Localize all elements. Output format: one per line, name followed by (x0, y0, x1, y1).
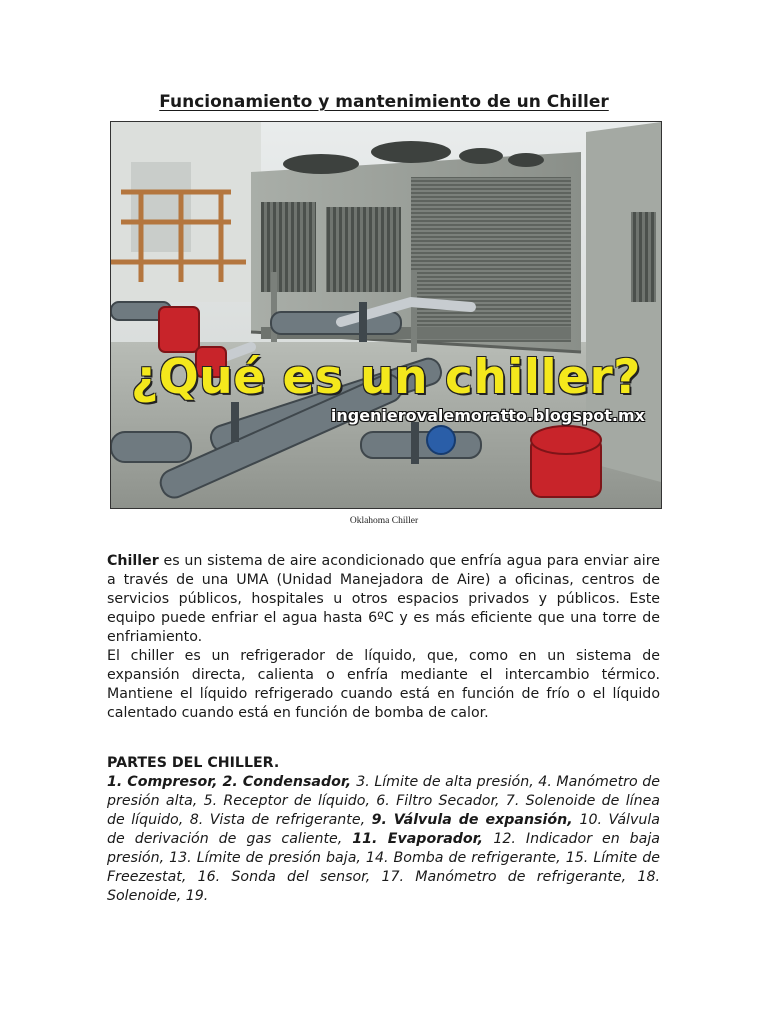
parts-item: 3. Límite de alta presión, 4. Manómetro de presión alta, 5. Receptor de líquido, 6. Filtro Secador, 7. Solenoide de línea de líquido, 8. Vista de refrigerante, (107, 774, 660, 828)
parts-item: 10. Válvula de derivación de gas caliente, (107, 812, 660, 847)
parts-list (107, 773, 660, 906)
chiller-photo (110, 121, 662, 509)
parts-item: 1. Compresor, (107, 774, 223, 790)
intro-paragraph-2: El chiller es un refrigerador de líquido, que, como en un sistema de expansión directa, calienta o enfría mediante el intercambio térmico. Mantiene el líquido refrigerado cuando está en función de frío o el líquido calentado cuando está en función de bomba de calor. (107, 648, 660, 721)
intro-text (107, 552, 660, 723)
parts-item: 12. Indicador en baja presión, 13. Límite de presión baja, 14. Bomba de refrigerante, 15. Límite de Freezestat, 16. Sonda del sensor, 17. Manómetro de refrigerante, 18. Solenoide, 19. (107, 831, 661, 904)
chiller-illustration (111, 122, 661, 508)
intro-lead-term: Chiller (107, 553, 159, 569)
image-caption: Oklahoma Chiller (349, 516, 419, 526)
intro-paragraph-1 (107, 552, 660, 647)
parts-item: 11. Evaporador, (352, 831, 494, 847)
image-watermark-url: ingenierovalemoratto.blogspot.mx (330, 406, 645, 425)
parts-heading: PARTES DEL CHILLER. (107, 755, 280, 771)
parts-item: 2. Condensador, (222, 774, 357, 790)
intro-paragraph-1-text: es un sistema de aire acondicionado que enfría agua para enviar aire a través de una UMA (Unidad Manejadora de Aire) a oficinas, centros de servicios públicos, hospitales u otros espacios privados y públicos. Este equipo puede enfriar el agua hasta 6ºC y es más eficiente que una torre de enfriamiento. (107, 553, 660, 645)
document-title: Funcionamiento y mantenimiento de un Chiller (159, 92, 609, 112)
parts-section (107, 754, 660, 906)
image-headline: ¿Qué es un chiller? (131, 350, 641, 405)
parts-item: 9. Válvula de expansión, (371, 812, 580, 828)
